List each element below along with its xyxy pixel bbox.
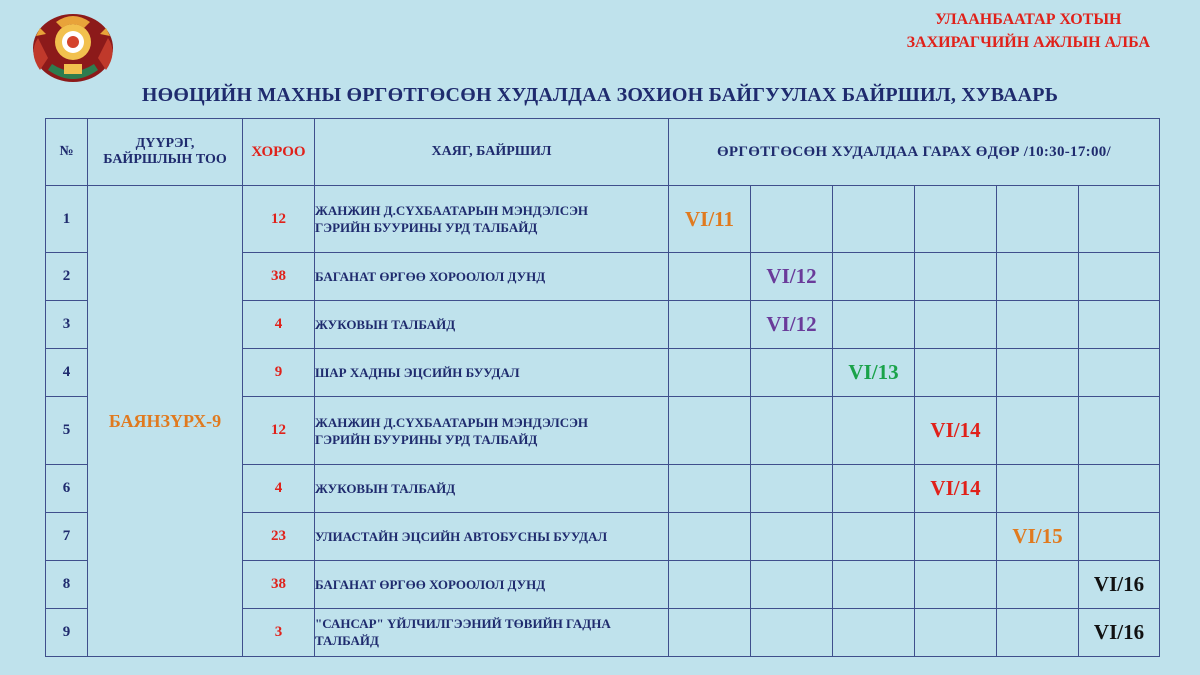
sale-date-cell: VI/12	[751, 253, 833, 301]
khoroo-cell: 12	[243, 186, 315, 253]
empty-day-cell	[833, 186, 915, 253]
empty-day-cell	[1079, 512, 1160, 560]
empty-day-cell	[997, 253, 1079, 301]
empty-day-cell	[915, 301, 997, 349]
empty-day-cell	[833, 253, 915, 301]
empty-day-cell	[997, 464, 1079, 512]
address-line-1: "САНСАР" ҮЙЛЧИЛГЭЭНИЙ ТӨВИЙН ГАДНА	[315, 616, 611, 632]
empty-day-cell	[669, 253, 751, 301]
sale-date-cell: VI/16	[1079, 560, 1160, 608]
organization-line-1: УЛААНБААТАР ХОТЫН	[935, 11, 1122, 28]
empty-day-cell	[751, 349, 833, 397]
empty-day-cell	[669, 301, 751, 349]
row-number: 9	[46, 608, 88, 656]
empty-day-cell	[997, 560, 1079, 608]
empty-day-cell	[1079, 349, 1160, 397]
column-header-address: ХАЯГ, БАЙРШИЛ	[315, 119, 669, 186]
khoroo-cell: 38	[243, 560, 315, 608]
empty-day-cell	[1079, 186, 1160, 253]
empty-day-cell	[997, 608, 1079, 656]
empty-day-cell	[751, 186, 833, 253]
address-line-2: ТАЛБАЙД	[315, 633, 379, 649]
empty-day-cell	[833, 608, 915, 656]
page-title: НӨӨЦИЙН МАХНЫ ӨРГӨТГӨСӨН ХУДАЛДАА ЗОХИОН БАЙГУУЛАХ БАЙРШИЛ, ХУВААРЬ	[141, 84, 1059, 106]
empty-day-cell	[1079, 253, 1160, 301]
empty-day-cell	[751, 512, 833, 560]
empty-day-cell	[915, 608, 997, 656]
sale-date-cell: VI/13	[833, 349, 915, 397]
column-header-district-line-2: БАЙРШЛЫН ТОО	[103, 152, 227, 168]
empty-day-cell	[751, 560, 833, 608]
column-header-district-line-1: ДҮҮРЭГ,	[135, 136, 195, 152]
empty-day-cell	[997, 349, 1079, 397]
address-cell: ШАР ХАДНЫ ЭЦСИЙН БУУДАЛ	[315, 349, 669, 397]
row-number: 1	[46, 186, 88, 253]
empty-day-cell	[669, 608, 751, 656]
address-cell	[315, 397, 669, 464]
empty-day-cell	[1079, 301, 1160, 349]
organization-header	[907, 8, 1150, 54]
empty-day-cell	[751, 397, 833, 464]
district-cell: БАЯНЗҮРХ-9	[88, 186, 243, 657]
column-header-district	[88, 119, 243, 186]
empty-day-cell	[1079, 397, 1160, 464]
address-line-2: ГЭРИЙН БУУРИНЫ УРД ТАЛБАЙД	[315, 220, 538, 236]
row-number: 4	[46, 349, 88, 397]
sale-date-cell: VI/15	[997, 512, 1079, 560]
khoroo-cell: 12	[243, 397, 315, 464]
row-number: 7	[46, 512, 88, 560]
khoroo-cell: 3	[243, 608, 315, 656]
sale-date-cell: VI/14	[915, 464, 997, 512]
sale-date-cell: VI/11	[669, 186, 751, 253]
column-header-khoroo: ХОРОО	[243, 119, 315, 186]
empty-day-cell	[833, 301, 915, 349]
empty-day-cell	[997, 186, 1079, 253]
row-number: 5	[46, 397, 88, 464]
row-number: 2	[46, 253, 88, 301]
sale-date-cell: VI/14	[915, 397, 997, 464]
column-header-number: №	[46, 119, 88, 186]
empty-day-cell	[1079, 464, 1160, 512]
sale-date-cell: VI/12	[751, 301, 833, 349]
empty-day-cell	[669, 464, 751, 512]
address-cell	[315, 608, 669, 656]
khoroo-cell: 23	[243, 512, 315, 560]
address-cell: УЛИАСТАЙН ЭЦСИЙН АВТОБУСНЫ БУУДАЛ	[315, 512, 669, 560]
empty-day-cell	[915, 253, 997, 301]
ulaanbaatar-emblem-icon	[26, 8, 120, 88]
address-cell: БАГАНАТ ӨРГӨӨ ХОРООЛОЛ ДУНД	[315, 253, 669, 301]
empty-day-cell	[915, 186, 997, 253]
organization-line-2: ЗАХИРАГЧИЙН АЖЛЫН АЛБА	[906, 34, 1150, 51]
khoroo-cell: 4	[243, 301, 315, 349]
sale-date-cell: VI/16	[1079, 608, 1160, 656]
row-number: 6	[46, 464, 88, 512]
address-cell: БАГАНАТ ӨРГӨӨ ХОРООЛОЛ ДУНД	[315, 560, 669, 608]
empty-day-cell	[751, 608, 833, 656]
column-header-sale-days: ӨРГӨТГӨСӨН ХУДАЛДАА ГАРАХ ӨДӨР /10:30-17:00/	[669, 119, 1160, 186]
address-cell: ЖУКОВЫН ТАЛБАЙД	[315, 301, 669, 349]
empty-day-cell	[833, 464, 915, 512]
empty-day-cell	[997, 301, 1079, 349]
empty-day-cell	[997, 397, 1079, 464]
schedule-table	[45, 118, 1160, 657]
empty-day-cell	[833, 397, 915, 464]
address-line-2: ГЭРИЙН БУУРИНЫ УРД ТАЛБАЙД	[315, 431, 538, 447]
khoroo-cell: 9	[243, 349, 315, 397]
address-cell: ЖУКОВЫН ТАЛБАЙД	[315, 464, 669, 512]
empty-day-cell	[669, 397, 751, 464]
empty-day-cell	[915, 560, 997, 608]
empty-day-cell	[669, 512, 751, 560]
empty-day-cell	[669, 560, 751, 608]
khoroo-cell: 4	[243, 464, 315, 512]
khoroo-cell: 38	[243, 253, 315, 301]
row-number: 3	[46, 301, 88, 349]
empty-day-cell	[669, 349, 751, 397]
row-number: 8	[46, 560, 88, 608]
table-header-row	[46, 119, 1160, 186]
empty-day-cell	[833, 512, 915, 560]
empty-day-cell	[915, 349, 997, 397]
empty-day-cell	[833, 560, 915, 608]
table-row	[46, 186, 1160, 253]
empty-day-cell	[751, 464, 833, 512]
address-line-1: ЖАНЖИН Д.СҮХБААТАРЫН МЭНДЭЛСЭН	[315, 203, 589, 219]
address-cell	[315, 186, 669, 253]
empty-day-cell	[915, 512, 997, 560]
address-line-1: ЖАНЖИН Д.СҮХБААТАРЫН МЭНДЭЛСЭН	[315, 414, 589, 430]
